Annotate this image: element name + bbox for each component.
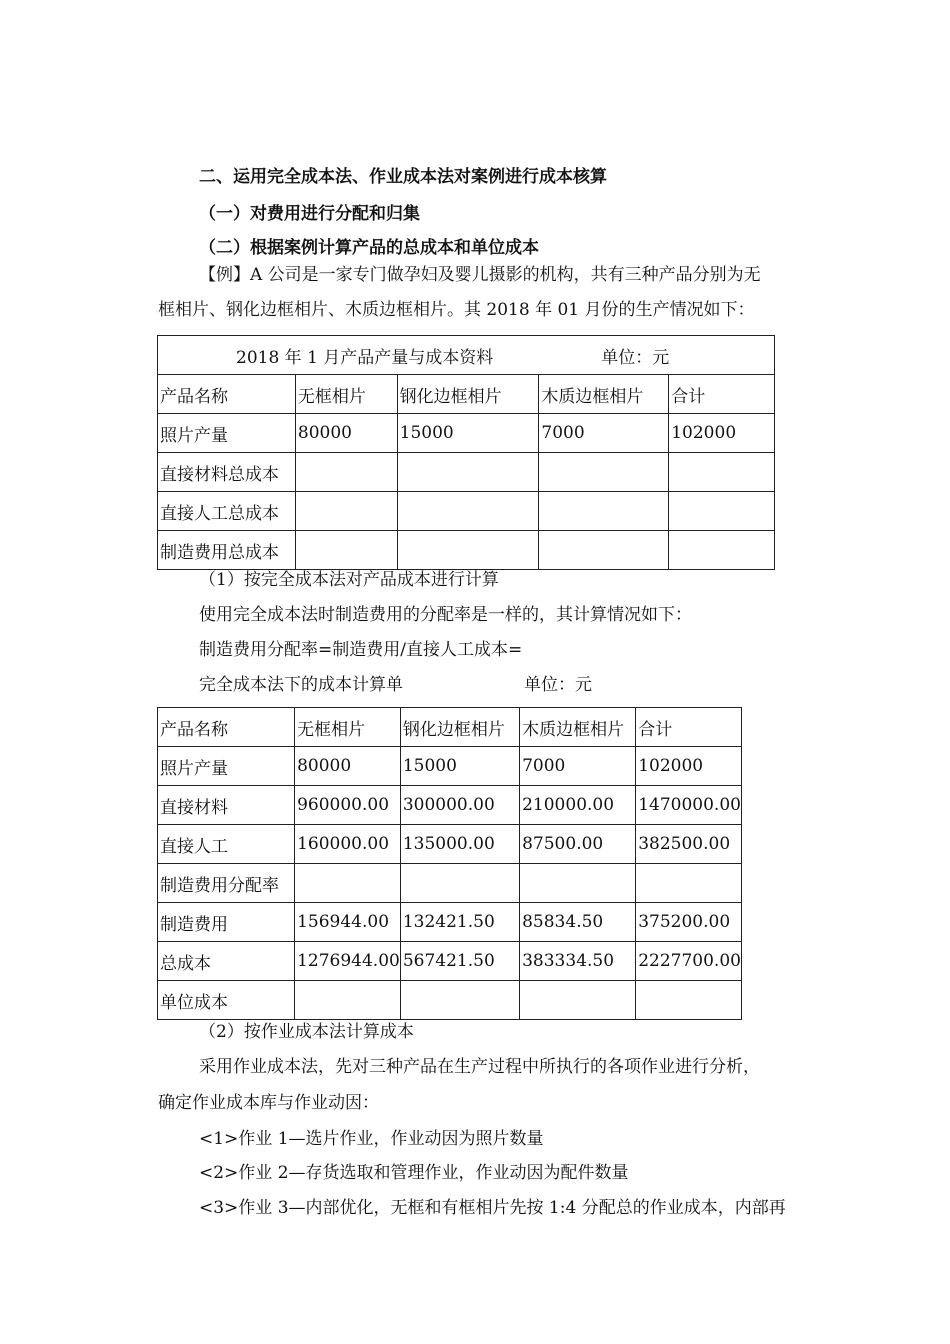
table-row — [158, 864, 742, 903]
table-cell — [295, 981, 401, 1020]
table-cell: 照片产量 — [158, 414, 296, 453]
header-cell: 钢化边框相片 — [397, 375, 539, 414]
table-cell — [295, 864, 401, 903]
table-cell — [400, 864, 519, 903]
table-cell: 102000 — [669, 414, 775, 453]
subheading-2: （二）根据案例计算产品的总成本和单位成本 — [199, 238, 539, 258]
section2-text-1: 采用作业成本法，先对三种产品在生产过程中所执行的各项作业进行分析， — [199, 1057, 760, 1077]
table-caption: 2018 年 1 月产品产量与成本资料 — [236, 347, 494, 368]
table-cell: 300000.00 — [400, 786, 519, 825]
table-cell: 1470000.00 — [636, 786, 742, 825]
table-row — [158, 786, 742, 825]
table-cell: 单位成本 — [158, 981, 295, 1020]
table-cell — [397, 492, 539, 531]
section2-text-2: 确定作业成本库与作业动因： — [158, 1093, 379, 1113]
table-cell: 156944.00 — [295, 903, 401, 942]
table-cell: 210000.00 — [520, 786, 636, 825]
table-cell: 102000 — [636, 747, 742, 786]
table-cell: 375200.00 — [636, 903, 742, 942]
table-cell: 135000.00 — [400, 825, 519, 864]
table-row — [158, 531, 775, 570]
table-cell: 1276944.00 — [295, 942, 401, 981]
header-cell: 合计 — [636, 708, 742, 747]
activity-item-1: <1>作业 1—选片作业，作业动因为照片数量 — [199, 1129, 544, 1149]
table-cell — [539, 531, 669, 570]
table-cell: 15000 — [400, 747, 519, 786]
table-header-row — [158, 375, 775, 414]
table-cell: 总成本 — [158, 942, 295, 981]
header-cell: 木质边框相片 — [539, 375, 669, 414]
table-cell: 制造费用分配率 — [158, 864, 295, 903]
table-cell: 85834.50 — [520, 903, 636, 942]
table-cell: 制造费用 — [158, 903, 295, 942]
table-cell — [539, 492, 669, 531]
header-cell: 产品名称 — [158, 375, 296, 414]
table-cell: 80000 — [295, 747, 401, 786]
table-cell: 80000 — [295, 414, 397, 453]
table-cell: 直接人工 — [158, 825, 295, 864]
section2-title: （2）按作业成本法计算成本 — [199, 1022, 414, 1042]
table-cell: 7000 — [520, 747, 636, 786]
table-cell: 87500.00 — [520, 825, 636, 864]
table-cell: 132421.50 — [400, 903, 519, 942]
table-cell: 制造费用总成本 — [158, 531, 296, 570]
header-cell: 合计 — [669, 375, 775, 414]
table-row — [158, 747, 742, 786]
section1-text-2: 制造费用分配率=制造费用/直接人工成本= — [199, 640, 523, 660]
table-cell — [295, 453, 397, 492]
table-cell — [295, 492, 397, 531]
table-cell — [669, 453, 775, 492]
table-cell — [397, 531, 539, 570]
table-cell: 15000 — [397, 414, 539, 453]
section1-title: （1）按完全成本法对产品成本进行计算 — [199, 570, 499, 590]
table-cell: 直接材料 — [158, 786, 295, 825]
table-cell: 160000.00 — [295, 825, 401, 864]
table-cell — [669, 492, 775, 531]
table-cell — [636, 981, 742, 1020]
table-cell — [636, 864, 742, 903]
table-cell — [295, 531, 397, 570]
intro-line-1: 【例】A 公司是一家专门做孕妇及婴儿摄影的机构，共有三种产品分别为无 — [199, 265, 761, 285]
table-cell — [397, 453, 539, 492]
table-cell — [400, 981, 519, 1020]
intro-line-2: 框相片、钢化边框相片、木质边框相片。其 2018 年 01 月份的生产情况如下： — [158, 300, 755, 320]
table-cell: 直接材料总成本 — [158, 453, 296, 492]
table2-unit: 单位：元 — [524, 675, 592, 695]
table-cell: 直接人工总成本 — [158, 492, 296, 531]
table-row — [158, 414, 775, 453]
table-cell: 567421.50 — [400, 942, 519, 981]
header-cell: 木质边框相片 — [520, 708, 636, 747]
subheading-1: （一）对费用进行分配和归集 — [199, 204, 420, 224]
table-cell — [669, 531, 775, 570]
header-cell: 产品名称 — [158, 708, 295, 747]
table-cell: 7000 — [539, 414, 669, 453]
table-cell — [539, 453, 669, 492]
section-heading: 二、运用完全成本法、作业成本法对案例进行成本核算 — [199, 167, 607, 187]
table-cell: 960000.00 — [295, 786, 401, 825]
table-cell: 382500.00 — [636, 825, 742, 864]
table-caption-row — [158, 336, 775, 375]
full-cost-table — [157, 707, 742, 1020]
header-cell: 无框相片 — [295, 375, 397, 414]
table-cell: 383334.50 — [520, 942, 636, 981]
table-row — [158, 825, 742, 864]
table-cell: 照片产量 — [158, 747, 295, 786]
product-output-table — [157, 335, 775, 570]
table-row — [158, 903, 742, 942]
activity-item-3: <3>作业 3—内部优化，无框和有框相片先按 1:4 分配总的作业成本，内部再 — [199, 1198, 786, 1218]
table2-title: 完全成本法下的成本计算单 — [199, 675, 403, 695]
table-unit: 单位：元 — [601, 347, 670, 368]
table-row — [158, 453, 775, 492]
section1-text-1: 使用完全成本法时制造费用的分配率是一样的，其计算情况如下： — [199, 605, 692, 625]
table-row — [158, 942, 742, 981]
table-header-row — [158, 708, 742, 747]
activity-item-2: <2>作业 2—存货选取和管理作业，作业动因为配件数量 — [199, 1163, 629, 1183]
header-cell: 钢化边框相片 — [400, 708, 519, 747]
table-row — [158, 981, 742, 1020]
header-cell: 无框相片 — [295, 708, 401, 747]
table-cell — [520, 981, 636, 1020]
table-cell: 2227700.00 — [636, 942, 742, 981]
table-row — [158, 492, 775, 531]
table-cell — [520, 864, 636, 903]
